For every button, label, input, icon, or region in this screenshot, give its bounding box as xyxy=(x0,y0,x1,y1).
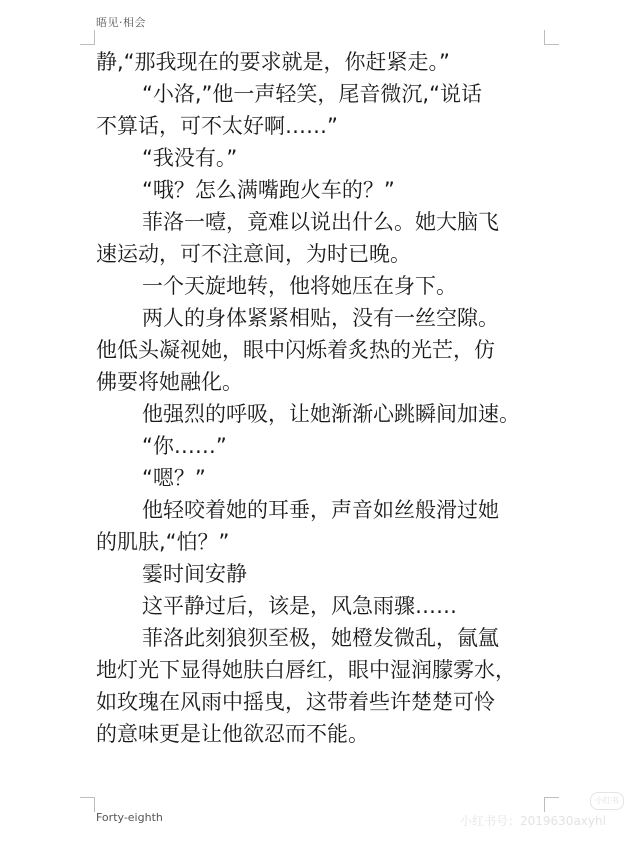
text-line: 他强烈的呼吸，让她渐渐心跳瞬间加速。 xyxy=(142,402,520,426)
text-line: 地灯光下显得她肤白唇红，眼中湿润朦雾水， xyxy=(96,658,516,682)
document-body xyxy=(96,46,566,750)
watermark-logo: 小红书 xyxy=(590,792,624,810)
text-line: 霎时间安静 xyxy=(142,562,247,586)
watermark-text: 小红书号：2019630axyhl xyxy=(460,814,606,828)
page-footer: Forty-eighth xyxy=(96,811,163,824)
text-line: “小洛,”他一声轻笑，尾音微沉,“说话 xyxy=(142,82,482,106)
text-line: “你……” xyxy=(142,434,227,458)
text-line: 他轻咬着她的耳垂，声音如丝般滑过她 xyxy=(142,498,499,522)
text-line: 一个天旋地转，他将她压在身下。 xyxy=(142,274,457,298)
text-line: 两人的身体紧紧相贴，没有一丝空隙。 xyxy=(142,306,499,330)
page-header: 晤见·相会 xyxy=(96,16,146,29)
text-line: 菲洛一噎，竟难以说出什么。她大脑飞 xyxy=(142,210,499,234)
text-line: 如玫瑰在风雨中摇曳，这带着些许楚楚可怜 xyxy=(96,690,495,714)
text-line: 的肌肤,“怕？” xyxy=(96,530,230,554)
text-line: 不算话，可不太好啊……” xyxy=(96,114,338,138)
crop-mark-top-left xyxy=(80,30,95,45)
text-line: 这平静过后，该是，风急雨骤…… xyxy=(142,594,457,618)
text-line: 速运动，可不注意间，为时已晚。 xyxy=(96,242,411,266)
text-line: “我没有。” xyxy=(142,146,238,170)
text-line: “嗯？” xyxy=(142,466,206,490)
text-line: 他低头凝视她，眼中闪烁着炙热的光芒，仿 xyxy=(96,338,495,362)
crop-mark-bottom-right xyxy=(544,797,559,812)
text-line: “哦？怎么满嘴跑火车的？” xyxy=(142,178,395,202)
crop-mark-bottom-left xyxy=(80,797,95,812)
text-line: 的意味更是让他欲忍而不能。 xyxy=(96,722,369,746)
crop-mark-top-right xyxy=(544,30,559,45)
text-line: 菲洛此刻狼狈至极，她橙发微乱，氤氲 xyxy=(142,626,499,650)
text-line: 佛要将她融化。 xyxy=(96,370,243,394)
text-line: 静,“那我现在的要求就是，你赶紧走。” xyxy=(96,50,450,74)
